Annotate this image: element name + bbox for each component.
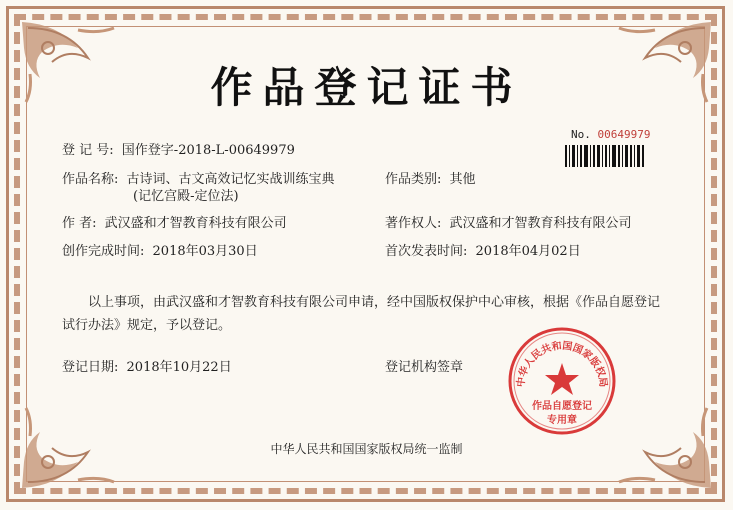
barcode-icon bbox=[565, 145, 645, 167]
author-value: 武汉盛和才智教育科技有限公司 bbox=[104, 216, 287, 231]
registration-number-row bbox=[62, 139, 295, 158]
statement-paragraph: 以上事项，由武汉盛和才智教育科技有限公司申请，经中国版权保护中心审核，根据《作品自愿登记试行办法》规定，予以登记。 bbox=[62, 295, 661, 333]
creation-date-row bbox=[62, 240, 258, 259]
copyright-owner-label: 著作权人: bbox=[385, 216, 442, 231]
serial-value: 00649979 bbox=[597, 128, 651, 141]
registry-signature-label: 登记机构签章 bbox=[385, 360, 464, 375]
registration-number-value: 国作登字-2018-L-00649979 bbox=[121, 143, 295, 158]
svg-text:中华人民共和国国家版权局: 中华人民共和国国家版权局 bbox=[515, 340, 609, 388]
issuer-footer: 中华人民共和国国家版权局统一监制 bbox=[270, 442, 463, 456]
author-label: 作 者: bbox=[62, 216, 97, 231]
author-row bbox=[62, 212, 287, 231]
first-publication-value: 2018年04月02日 bbox=[475, 244, 581, 259]
work-category-row bbox=[385, 168, 476, 187]
copyright-owner-row bbox=[385, 212, 632, 231]
registration-date-row bbox=[62, 356, 232, 375]
serial-prefix: No. bbox=[571, 128, 591, 141]
registration-date-label: 登记日期: bbox=[62, 360, 119, 375]
certificate-title: 作品登记证书 bbox=[210, 63, 523, 112]
serial-number bbox=[571, 128, 650, 141]
registration-date-value: 2018年10月22日 bbox=[126, 360, 232, 375]
work-category-label: 作品类别: bbox=[385, 172, 442, 187]
work-name-subtitle: (记忆宫殿-定位法) bbox=[133, 189, 239, 204]
first-publication-row bbox=[385, 240, 581, 259]
creation-date-label: 创作完成时间: bbox=[62, 244, 145, 259]
copyright-owner-value: 武汉盛和才智教育科技有限公司 bbox=[449, 216, 632, 231]
work-category-value: 其他 bbox=[449, 172, 476, 187]
first-publication-label: 首次发表时间: bbox=[385, 244, 468, 259]
svg-text:作品自愿登记: 作品自愿登记 bbox=[532, 401, 592, 412]
work-name-label: 作品名称: bbox=[62, 172, 119, 187]
work-name-value: 古诗词、古文高效记忆实战训练宝典 bbox=[126, 172, 335, 187]
official-seal-icon bbox=[506, 325, 618, 437]
creation-date-value: 2018年03月30日 bbox=[152, 244, 258, 259]
svg-text:专用章: 专用章 bbox=[547, 415, 577, 426]
registration-number-label: 登 记 号: bbox=[62, 143, 114, 158]
